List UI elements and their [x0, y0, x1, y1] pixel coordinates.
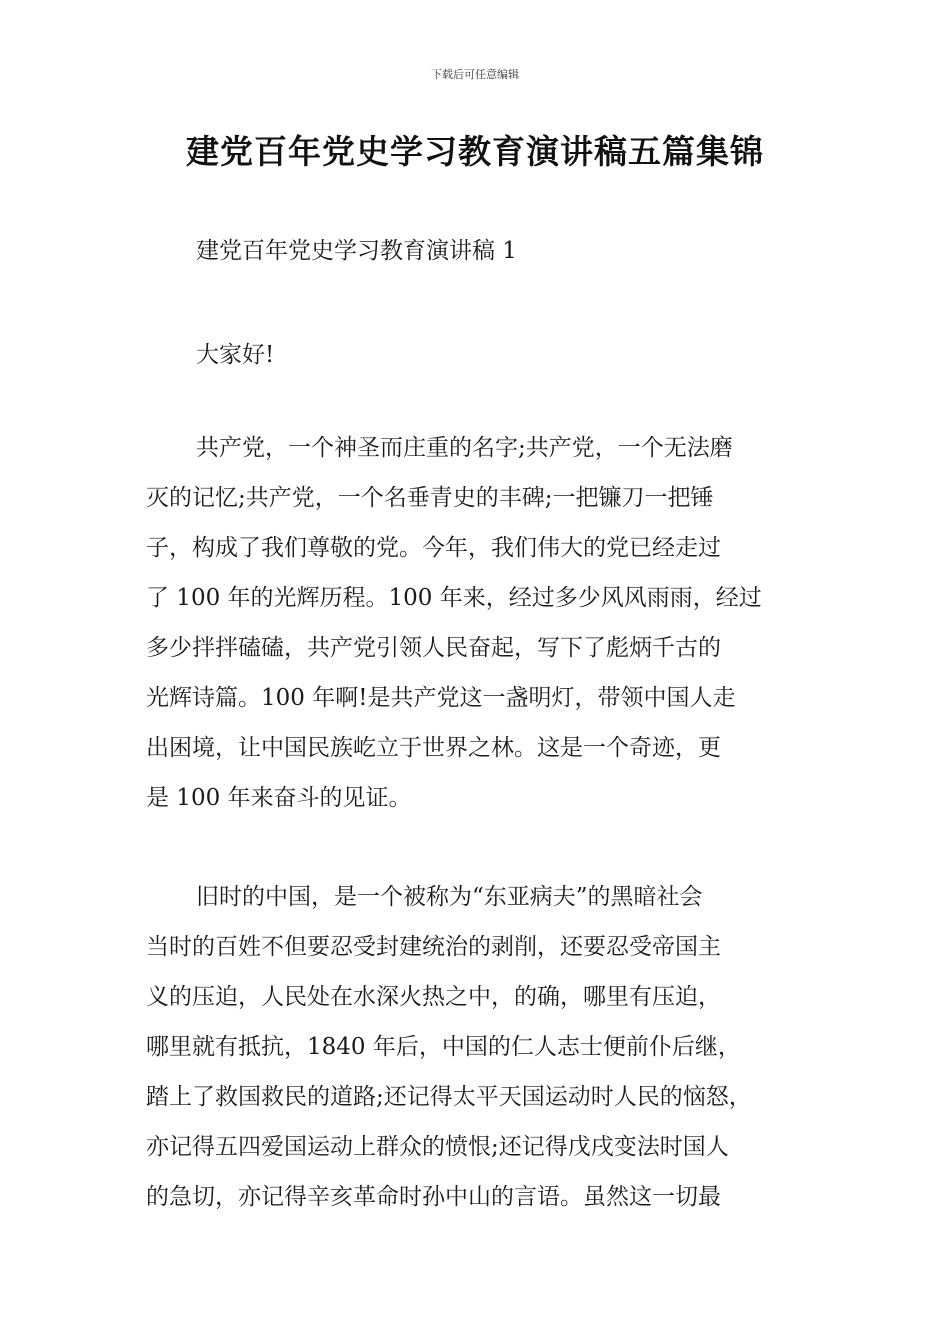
paragraph-1	[146, 423, 816, 823]
paragraph-line: 当时的百姓不但要忍受封建统治的剥削，还要忍受帝国主	[146, 934, 721, 960]
paragraph-line: 灭的记忆;共产党，一个名垂青史的丰碑;一把镰刀一把锤	[146, 485, 714, 511]
header-note: 下载后可任意编辑	[431, 68, 519, 81]
document-title: 建党百年党史学习教育演讲稿五篇集锦	[186, 132, 764, 171]
paragraph-line: 多少拌拌磕磕，共产党引领人民奋起，写下了彪炳千古的	[146, 635, 721, 661]
paragraph-line: 的急切，亦记得辛亥革命时孙中山的言语。虽然这一切最	[146, 1184, 721, 1210]
paragraph-line: 光辉诗篇。100 年啊!是共产党这一盏明灯，带领中国人走	[146, 685, 736, 711]
paragraph-line: 出困境，让中国民族屹立于世界之林。这是一个奇迹，更	[146, 735, 721, 761]
paragraph-line: 踏上了救国救民的道路;还记得太平天国运动时人民的恼怒，	[146, 1084, 752, 1110]
greeting: 大家好!	[196, 342, 275, 368]
paragraph-2	[146, 872, 816, 1222]
paragraph-line: 亦记得五四爱国运动上群众的愤恨;还记得戊戌变法时国人	[146, 1134, 729, 1160]
paragraph-line: 了 100 年的光辉历程。100 年来，经过多少风风雨雨，经过	[146, 585, 762, 611]
paragraph-line: 是 100 年来奋斗的见证。	[146, 785, 412, 811]
speech-subtitle: 建党百年党史学习教育演讲稿 1	[196, 238, 517, 264]
paragraph-line: 共产党，一个神圣而庄重的名字;共产党，一个无法磨	[196, 435, 733, 461]
paragraph-line: 子，构成了我们尊敬的党。今年，我们伟大的党已经走过	[146, 535, 721, 561]
paragraph-line: 义的压迫，人民处在水深火热之中，的确，哪里有压迫，	[146, 984, 721, 1010]
paragraph-line: 哪里就有抵抗，1840 年后，中国的仁人志士便前仆后继，	[146, 1034, 741, 1060]
paragraph-line: 旧时的中国，是一个被称为“东亚病夫”的黑暗社会	[196, 884, 703, 910]
